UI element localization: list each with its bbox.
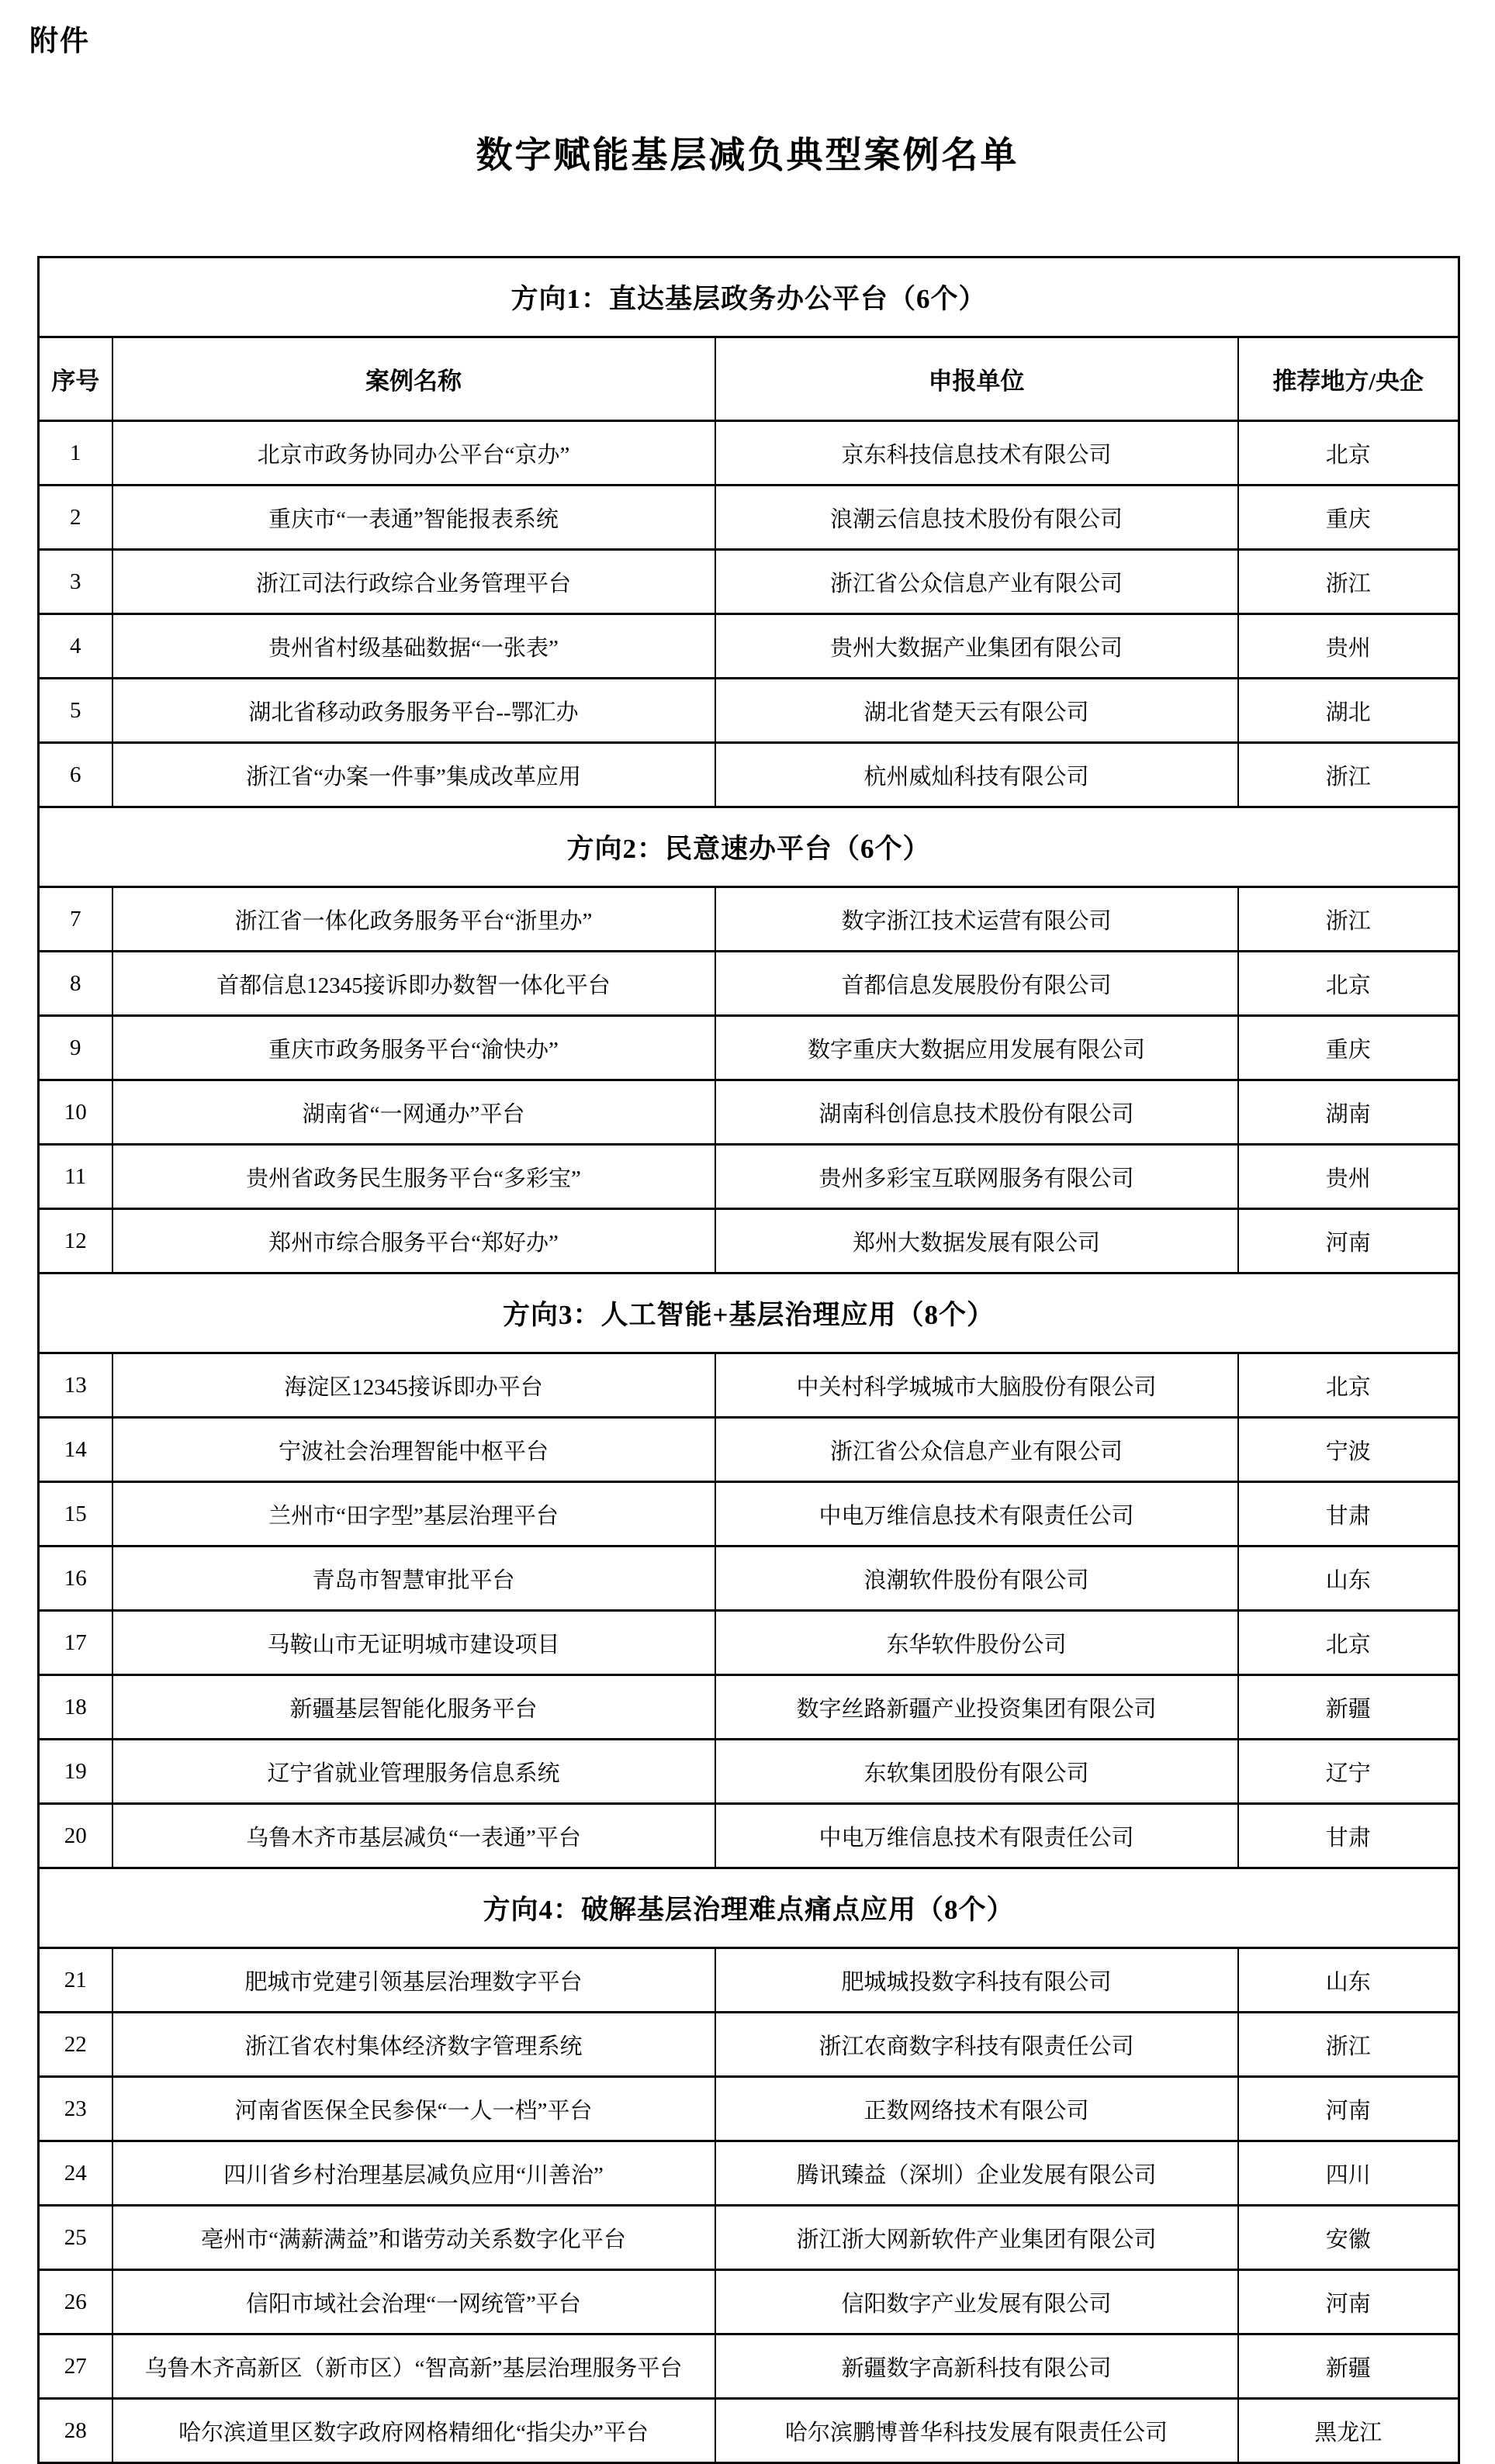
table-row (39, 1611, 1459, 1675)
table-row (39, 2399, 1459, 2463)
case-name-cell: 贵州省村级基础数据“一张表” (112, 614, 715, 679)
table-row (39, 421, 1459, 486)
section-header-row-1 (39, 257, 1459, 337)
case-name-cell: 浙江省农村集体经济数字管理系统 (112, 2013, 715, 2077)
table-row (39, 2141, 1459, 2206)
case-name-cell: 亳州市“满薪满益”和谐劳动关系数字化平台 (112, 2206, 715, 2270)
recommender-cell: 浙江 (1238, 887, 1459, 952)
applicant-org-cell: 腾讯臻益（深圳）企业发展有限公司 (715, 2141, 1238, 2206)
section-header: 方向1：直达基层政务办公平台（6个） (39, 257, 1459, 337)
case-number-cell: 28 (39, 2399, 112, 2463)
applicant-org-cell: 中电万维信息技术有限责任公司 (715, 1804, 1238, 1868)
table-row (39, 743, 1459, 807)
case-name-cell: 宁波社会治理智能中枢平台 (112, 1418, 715, 1482)
applicant-org-cell: 京东科技信息技术有限公司 (715, 421, 1238, 486)
applicant-org-cell: 首都信息发展股份有限公司 (715, 952, 1238, 1016)
table-row (39, 486, 1459, 550)
applicant-org-cell: 中电万维信息技术有限责任公司 (715, 1482, 1238, 1546)
case-name-cell: 海淀区12345接诉即办平台 (112, 1353, 715, 1418)
case-number-cell: 5 (39, 679, 112, 743)
section-header-row-4 (39, 1868, 1459, 1948)
recommender-cell: 河南 (1238, 1209, 1459, 1273)
cases-table-body (39, 257, 1459, 2463)
case-name-cell: 浙江司法行政综合业务管理平台 (112, 550, 715, 614)
case-number-cell: 11 (39, 1145, 112, 1209)
page-title: 数字赋能基层减负典型案例名单 (476, 136, 1019, 176)
recommender-cell: 贵州 (1238, 614, 1459, 679)
applicant-org-cell: 正数网络技术有限公司 (715, 2077, 1238, 2141)
table-row (39, 1740, 1459, 1804)
case-name-cell: 哈尔滨道里区数字政府网格精细化“指尖办”平台 (112, 2399, 715, 2463)
recommender-cell: 重庆 (1238, 1016, 1459, 1080)
recommender-cell: 河南 (1238, 2270, 1459, 2334)
case-number-cell: 10 (39, 1080, 112, 1145)
column-header-1: 案例名称 (112, 337, 715, 421)
table-row (39, 2270, 1459, 2334)
section-header-row-2 (39, 807, 1459, 887)
applicant-org-cell: 信阳数字产业发展有限公司 (715, 2270, 1238, 2334)
table-row (39, 887, 1459, 952)
case-name-cell: 贵州省政务民生服务平台“多彩宝” (112, 1145, 715, 1209)
recommender-cell: 新疆 (1238, 1675, 1459, 1740)
section-header: 方向2：民意速办平台（6个） (39, 807, 1459, 887)
attachment-label: 附件 (29, 25, 90, 57)
applicant-org-cell: 数字丝路新疆产业投资集团有限公司 (715, 1675, 1238, 1740)
case-name-cell: 北京市政务协同办公平台“京办” (112, 421, 715, 486)
recommender-cell: 山东 (1238, 1546, 1459, 1611)
case-number-cell: 13 (39, 1353, 112, 1418)
case-name-cell: 浙江省一体化政务服务平台“浙里办” (112, 887, 715, 952)
case-name-cell: 新疆基层智能化服务平台 (112, 1675, 715, 1740)
case-number-cell: 27 (39, 2334, 112, 2399)
recommender-cell: 浙江 (1238, 550, 1459, 614)
applicant-org-cell: 浙江浙大网新软件产业集团有限公司 (715, 2206, 1238, 2270)
applicant-org-cell: 新疆数字高新科技有限公司 (715, 2334, 1238, 2399)
recommender-cell: 甘肃 (1238, 1804, 1459, 1868)
recommender-cell: 北京 (1238, 1353, 1459, 1418)
case-number-cell: 22 (39, 2013, 112, 2077)
case-number-cell: 14 (39, 1418, 112, 1482)
case-name-cell: 青岛市智慧审批平台 (112, 1546, 715, 1611)
recommender-cell: 湖南 (1238, 1080, 1459, 1145)
applicant-org-cell: 东软集团股份有限公司 (715, 1740, 1238, 1804)
applicant-org-cell: 湖南科创信息技术股份有限公司 (715, 1080, 1238, 1145)
case-name-cell: 辽宁省就业管理服务信息系统 (112, 1740, 715, 1804)
recommender-cell: 北京 (1238, 1611, 1459, 1675)
case-number-cell: 18 (39, 1675, 112, 1740)
applicant-org-cell: 浪潮云信息技术股份有限公司 (715, 486, 1238, 550)
applicant-org-cell: 浙江农商数字科技有限责任公司 (715, 2013, 1238, 2077)
table-row (39, 1804, 1459, 1868)
section-header: 方向3：人工智能+基层治理应用（8个） (39, 1273, 1459, 1353)
table-row (39, 2013, 1459, 2077)
case-name-cell: 重庆市政务服务平台“渝快办” (112, 1016, 715, 1080)
column-header-0: 序号 (39, 337, 112, 421)
case-name-cell: 湖南省“一网通办”平台 (112, 1080, 715, 1145)
table-row (39, 614, 1459, 679)
column-header-2: 申报单位 (715, 337, 1238, 421)
cases-table (37, 256, 1460, 2464)
section-header-row-3 (39, 1273, 1459, 1353)
case-number-cell: 3 (39, 550, 112, 614)
applicant-org-cell: 浙江省公众信息产业有限公司 (715, 1418, 1238, 1482)
applicant-org-cell: 中关村科学城城市大脑股份有限公司 (715, 1353, 1238, 1418)
table-row (39, 2334, 1459, 2399)
applicant-org-cell: 肥城城投数字科技有限公司 (715, 1948, 1238, 2013)
recommender-cell: 山东 (1238, 1948, 1459, 2013)
case-name-cell: 乌鲁木齐市基层减负“一表通”平台 (112, 1804, 715, 1868)
case-name-cell: 浙江省“办案一件事”集成改革应用 (112, 743, 715, 807)
table-row (39, 1482, 1459, 1546)
table-row (39, 1418, 1459, 1482)
case-number-cell: 1 (39, 421, 112, 486)
applicant-org-cell: 贵州大数据产业集团有限公司 (715, 614, 1238, 679)
table-row (39, 550, 1459, 614)
table-row (39, 1145, 1459, 1209)
applicant-org-cell: 浪潮软件股份有限公司 (715, 1546, 1238, 1611)
table-row (39, 1016, 1459, 1080)
case-number-cell: 4 (39, 614, 112, 679)
table-row (39, 679, 1459, 743)
case-name-cell: 信阳市域社会治理“一网统管”平台 (112, 2270, 715, 2334)
case-number-cell: 25 (39, 2206, 112, 2270)
case-name-cell: 四川省乡村治理基层减负应用“川善治” (112, 2141, 715, 2206)
recommender-cell: 新疆 (1238, 2334, 1459, 2399)
case-number-cell: 15 (39, 1482, 112, 1546)
table-row (39, 1546, 1459, 1611)
case-name-cell: 肥城市党建引领基层治理数字平台 (112, 1948, 715, 2013)
recommender-cell: 河南 (1238, 2077, 1459, 2141)
applicant-org-cell: 哈尔滨鹏博普华科技发展有限责任公司 (715, 2399, 1238, 2463)
applicant-org-cell: 杭州威灿科技有限公司 (715, 743, 1238, 807)
table-row (39, 1209, 1459, 1273)
case-name-cell: 郑州市综合服务平台“郑好办” (112, 1209, 715, 1273)
table-row (39, 1948, 1459, 2013)
case-number-cell: 6 (39, 743, 112, 807)
applicant-org-cell: 数字浙江技术运营有限公司 (715, 887, 1238, 952)
column-header-row (39, 337, 1459, 421)
table-row (39, 2206, 1459, 2270)
recommender-cell: 重庆 (1238, 486, 1459, 550)
case-number-cell: 20 (39, 1804, 112, 1868)
table-row (39, 1080, 1459, 1145)
case-name-cell: 重庆市“一表通”智能报表系统 (112, 486, 715, 550)
recommender-cell: 浙江 (1238, 2013, 1459, 2077)
case-number-cell: 16 (39, 1546, 112, 1611)
applicant-org-cell: 数字重庆大数据应用发展有限公司 (715, 1016, 1238, 1080)
recommender-cell: 黑龙江 (1238, 2399, 1459, 2463)
case-number-cell: 23 (39, 2077, 112, 2141)
case-number-cell: 2 (39, 486, 112, 550)
recommender-cell: 宁波 (1238, 1418, 1459, 1482)
recommender-cell: 贵州 (1238, 1145, 1459, 1209)
case-name-cell: 乌鲁木齐高新区（新市区）“智高新”基层治理服务平台 (112, 2334, 715, 2399)
applicant-org-cell: 郑州大数据发展有限公司 (715, 1209, 1238, 1273)
applicant-org-cell: 贵州多彩宝互联网服务有限公司 (715, 1145, 1238, 1209)
applicant-org-cell: 湖北省楚天云有限公司 (715, 679, 1238, 743)
case-number-cell: 12 (39, 1209, 112, 1273)
applicant-org-cell: 东华软件股份公司 (715, 1611, 1238, 1675)
case-number-cell: 17 (39, 1611, 112, 1675)
applicant-org-cell: 浙江省公众信息产业有限公司 (715, 550, 1238, 614)
case-number-cell: 9 (39, 1016, 112, 1080)
case-name-cell: 湖北省移动政务服务平台--鄂汇办 (112, 679, 715, 743)
table-row (39, 952, 1459, 1016)
table-row (39, 2077, 1459, 2141)
case-number-cell: 8 (39, 952, 112, 1016)
case-number-cell: 24 (39, 2141, 112, 2206)
case-name-cell: 兰州市“田字型”基层治理平台 (112, 1482, 715, 1546)
recommender-cell: 辽宁 (1238, 1740, 1459, 1804)
column-header-3: 推荐地方/央企 (1238, 337, 1459, 421)
case-name-cell: 首都信息12345接诉即办数智一体化平台 (112, 952, 715, 1016)
recommender-cell: 北京 (1238, 952, 1459, 1016)
recommender-cell: 湖北 (1238, 679, 1459, 743)
recommender-cell: 安徽 (1238, 2206, 1459, 2270)
case-number-cell: 7 (39, 887, 112, 952)
recommender-cell: 甘肃 (1238, 1482, 1459, 1546)
case-name-cell: 马鞍山市无证明城市建设项目 (112, 1611, 715, 1675)
recommender-cell: 浙江 (1238, 743, 1459, 807)
recommender-cell: 四川 (1238, 2141, 1459, 2206)
case-number-cell: 21 (39, 1948, 112, 2013)
case-name-cell: 河南省医保全民参保“一人一档”平台 (112, 2077, 715, 2141)
case-number-cell: 19 (39, 1740, 112, 1804)
case-number-cell: 26 (39, 2270, 112, 2334)
table-row (39, 1675, 1459, 1740)
table-row (39, 1353, 1459, 1418)
section-header: 方向4：破解基层治理难点痛点应用（8个） (39, 1868, 1459, 1948)
recommender-cell: 北京 (1238, 421, 1459, 486)
